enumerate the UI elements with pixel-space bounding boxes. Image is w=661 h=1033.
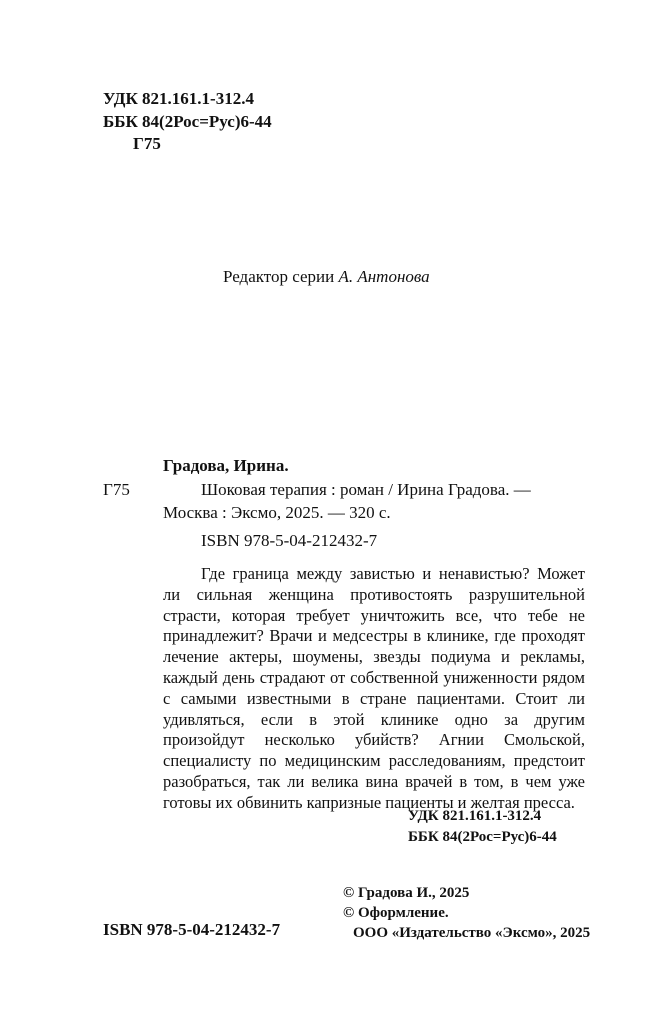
author-sign: Г75 <box>133 134 161 153</box>
udk-code-bottom: УДК 821.161.1-312.4 <box>408 808 542 824</box>
bib-isbn: ISBN 978-5-04-212432-7 <box>201 531 378 550</box>
bib-author-sign: Г75 <box>103 480 130 499</box>
series-editor-name: А. Антонова <box>338 267 430 286</box>
isbn-bottom: ISBN 978-5-04-212432-7 <box>103 920 281 939</box>
bib-author: Градова, Ирина. <box>163 456 289 475</box>
book-annotation <box>163 564 585 814</box>
copyright-author: © Градова И., 2025 <box>343 885 470 901</box>
series-editor-line <box>223 267 430 287</box>
series-editor-label: Редактор серии <box>223 267 339 286</box>
copyright-design: © Оформление. <box>343 905 449 921</box>
bbk-code: ББК 84(2Рос=Рус)6-44 <box>103 112 272 131</box>
bib-imprint-line: Москва : Эксмо, 2025. — 320 с. <box>163 503 391 522</box>
bbk-code-bottom: ББК 84(2Рос=Рус)6-44 <box>408 829 557 845</box>
copyright-publisher: ООО «Издательство «Эксмо», 2025 <box>353 925 591 941</box>
udk-code: УДК 821.161.1-312.4 <box>103 89 254 108</box>
annotation-text: Где граница между завистью и ненавистью? Может ли сильная женщина противостоять разрушительной страсти, которая требует уничтожить все, что тебе не принадлежит? Врачи и медсестры в клинике, где проходят лечение актеры, шоумены, звезды подиума и рекламы, каждый день страдают от собственной униженности рядом с самыми известными в стране пациентами. Стоит ли удивляться, если в этой клинике одно за другим произойдут несколько убийств? Агнии Смольской, специалисту по медицинским расследованиям, предстоит разобраться, так ли велика вина врачей в том, в чем уже готовы их обвинить капризные пациенты и желтая пресса. <box>163 564 585 812</box>
bib-title-line: Шоковая терапия : роман / Ирина Градова. — <box>201 480 531 499</box>
